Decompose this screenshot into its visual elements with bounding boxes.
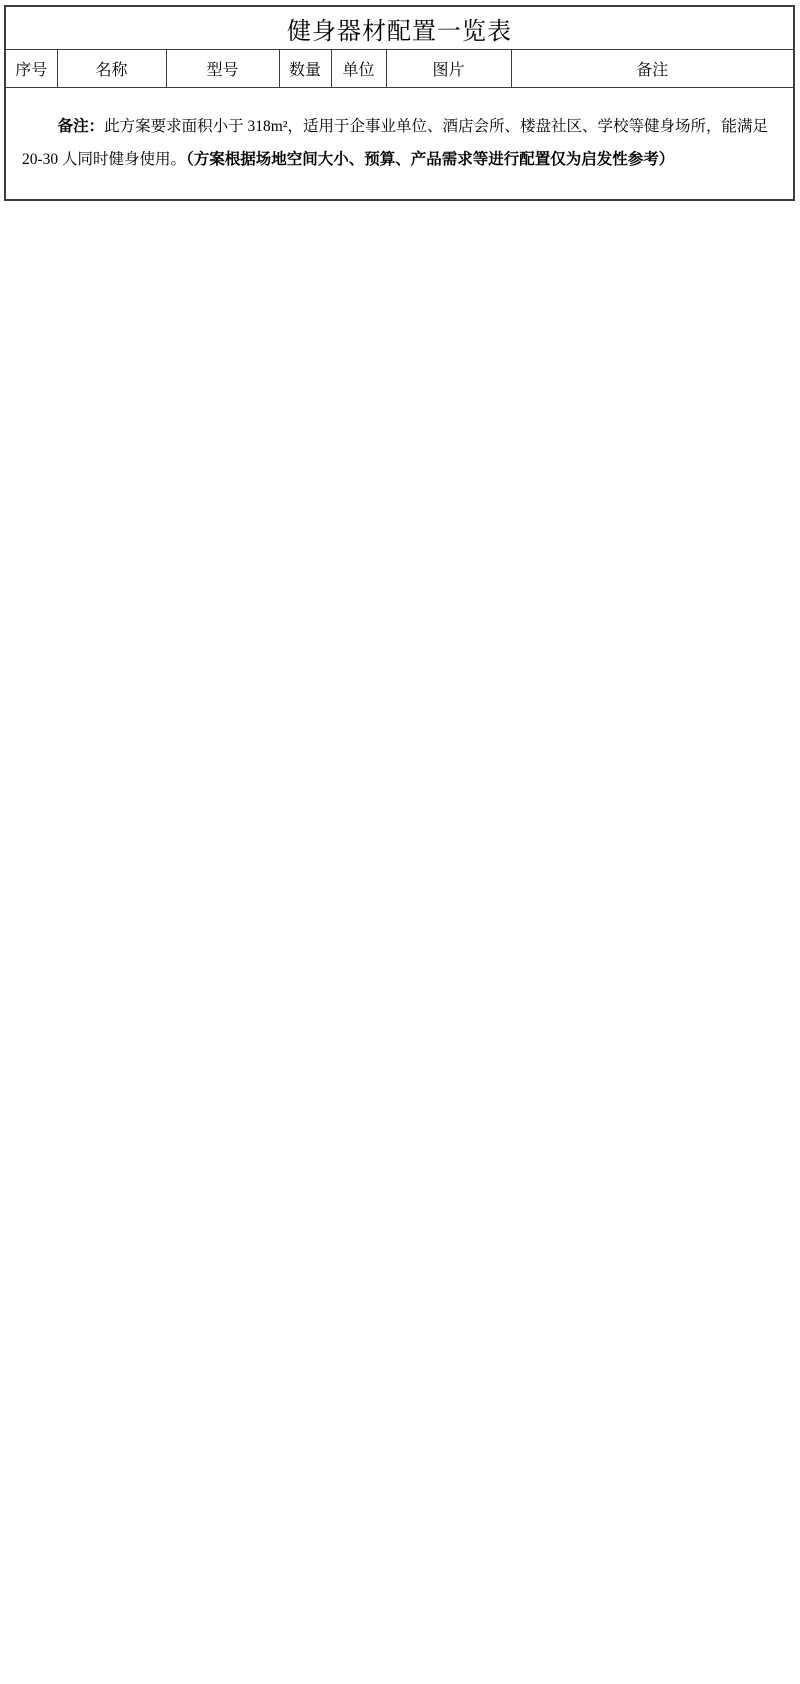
col-header-unit: 单位 (331, 50, 386, 88)
footer-note-label: 备注： (57, 117, 105, 135)
col-header-qty: 数量 (279, 50, 331, 88)
equipment-table (4, 5, 795, 201)
title-row (5, 6, 794, 50)
footer-note-bold: （方案根据场地空间大小、预算、产品需求等进行配置仅为启发性参考） (186, 151, 675, 169)
footer-note-text: 此方案要求面积小于 318m²，适用于企事业单位、酒店会所、楼盘社区、学校等健身场所，能满足 20-30 人同时健身使用。 (22, 117, 768, 169)
footer-note (5, 88, 794, 200)
col-header-remark: 备注 (511, 50, 794, 88)
header-row (5, 50, 794, 88)
col-header-name: 名称 (57, 50, 166, 88)
col-header-image: 图片 (386, 50, 511, 88)
col-header-model: 型号 (166, 50, 279, 88)
col-header-no: 序号 (5, 50, 57, 88)
footer-row (5, 88, 794, 200)
page-title: 健身器材配置一览表 (5, 6, 794, 50)
